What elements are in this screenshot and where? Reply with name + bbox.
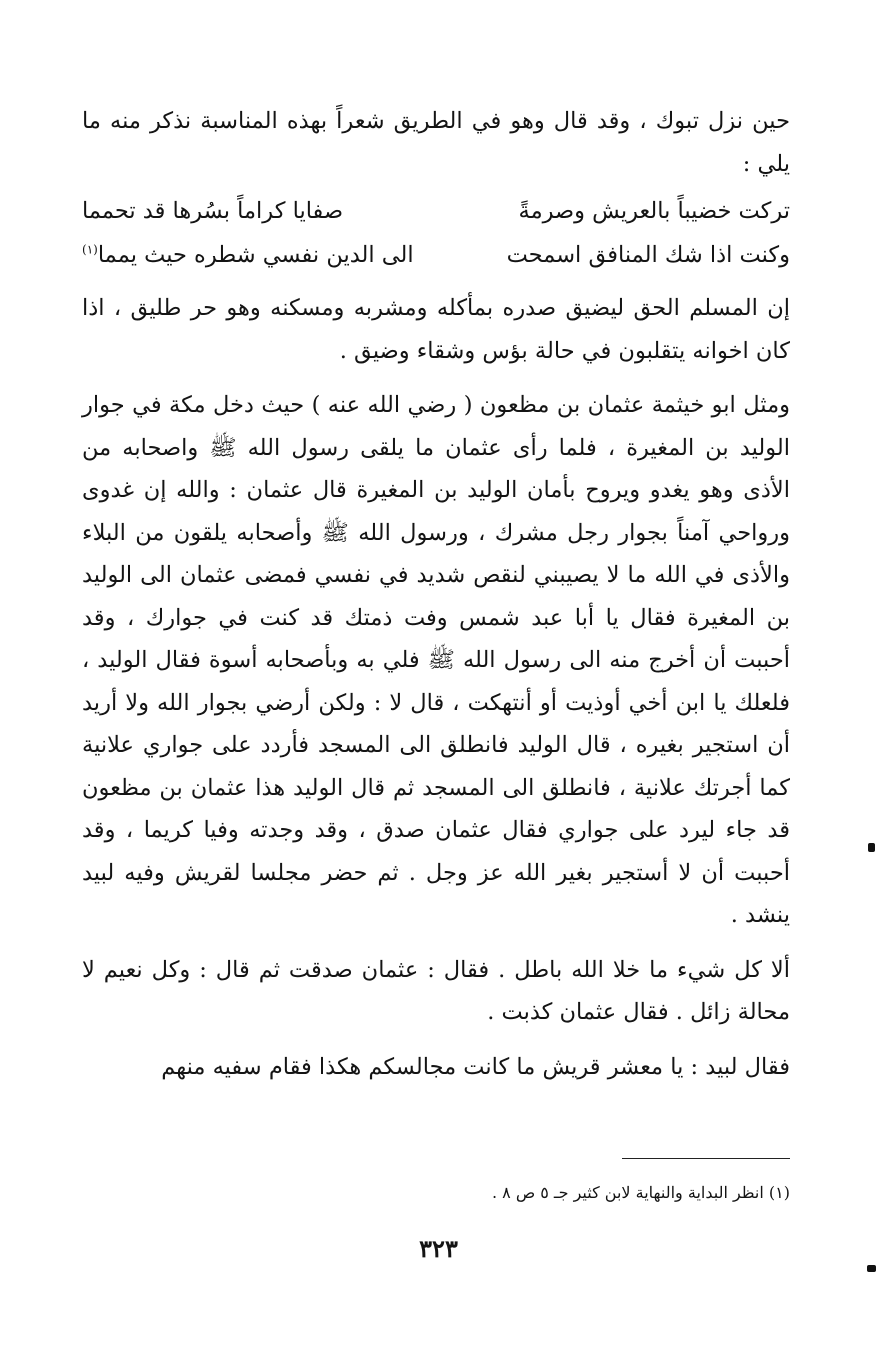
- footnote-divider: [622, 1158, 790, 1159]
- scan-margin-mark-lower: [867, 1265, 876, 1272]
- verse-2-second-hemistich-wrap: [82, 233, 414, 277]
- verse-1-first-hemistich: تركت خضيباً بالعريش وصرمةً: [518, 198, 790, 224]
- poem-verses: [82, 189, 790, 277]
- footnote-marker: (١): [82, 242, 98, 257]
- page-body: [82, 100, 790, 1088]
- verse-line-1: [82, 189, 790, 233]
- verse-2-second-hemistich: الى الدين نفسي شطره حيث يمما: [97, 242, 414, 268]
- verse-1-second-hemistich: صفايا كراماً بسُرها قد تحمما: [82, 198, 344, 224]
- paragraph-uthman-story: ومثل ابو خيثمة عثمان بن مظعون ( رضي الله عنه ) حيث دخل مكة في جوار الوليد بن المغيرة ، فلما رأى عثمان ما يلقى رسول الله ﷺ واصحابه من الأذى وهو يغدو ويروح بأمان الوليد بن المغيرة قال عثمان : والله إن غدوى ورواحي آمناً بجوار رجل مشرك ، ورسول الله ﷺ وأصحابه يلقون من البلاء والأذى في الله ما لا يصيبني لنقص شديد في نفسي فمضى عثمان الى الوليد بن المغيرة فقال يا أبا عبد شمس وفت ذمتك قد كنت في جوارك ، وقد أحببت أن أخرج منه الى رسول الله ﷺ فلي به وبأصحابه أسوة فقال الوليد ، فلعلك يا ابن أخي أوذيت أو أنتهكت ، قال لا : ولكن أرضي بجوار الله ولا أريد أن استجير بغيره ، قال الوليد فانطلق الى المسجد فأردد على جواري علانية كما أجرتك علانية ، فانطلق الى المسجد ثم قال الوليد هذا عثمان بن مظعون قد جاء ليرد على جواري فقال عثمان صدق ، وقد وجدته وفيا كريما ، وقد أحببت أن لا أستجير بغير الله عز وجل . ثم حضر مجلسا لقريش وفيه لبيد ينشد .: [82, 392, 790, 928]
- verse-line-2: [82, 233, 790, 277]
- verse-2-first-hemistich: وكنت اذا شك المنافق اسمحت: [506, 242, 790, 268]
- page-number: ٣٢٣: [419, 1234, 458, 1263]
- footnote: (١) انظر البداية والنهاية لابن كثير جـ ٥ ص ٨ .: [491, 1183, 790, 1202]
- scan-margin-mark-upper: [868, 843, 875, 852]
- paragraph-muslim: إن المسلم الحق ليضيق صدره بمأكله ومشربه ومسكنه وهو حر طليق ، اذا كان اخوانه يتقلبون في حالة بؤس وشقاء وضيق .: [82, 295, 790, 364]
- paragraph-intro: حين نزل تبوك ، وقد قال وهو في الطريق شعراً بهذه المناسبة نذكر منه ما يلي :: [82, 108, 790, 177]
- paragraph-labid-speech: فقال لبيد : يا معشر قريش ما كانت مجالسكم هكذا فقام سفيه منهم: [161, 1053, 790, 1080]
- paragraph-labid-verse: ألا كل شيء ما خلا الله باطل . فقال : عثمان صدقت ثم قال : وكل نعيم لا محالة زائل . فقال عثمان كذبت .: [82, 956, 790, 1025]
